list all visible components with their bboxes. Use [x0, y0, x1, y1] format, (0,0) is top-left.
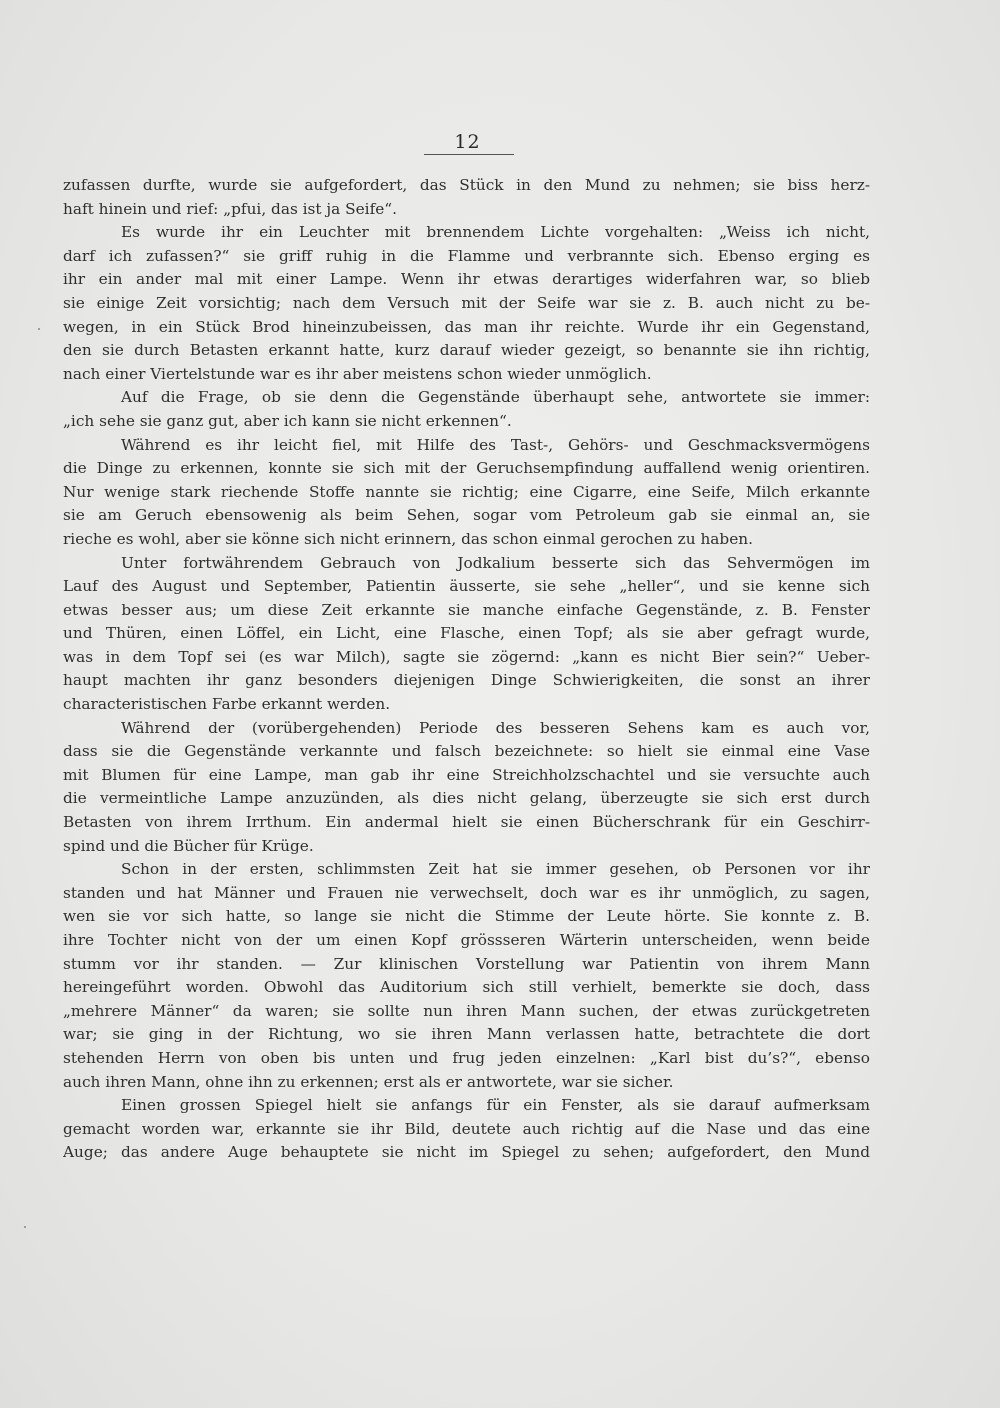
body-text [63, 174, 870, 1165]
text-line: war; sie ging in der Richtung, wo sie ihren Mann verlassen hatte, betrachtete die dort [63, 1025, 870, 1044]
text-line: sie am Geruch ebensowenig als beim Sehen, sogar vom Petroleum gab sie einmal an, sie [63, 506, 870, 525]
text-line: darf ich zufassen?“ sie griff ruhig in die Flamme und verbrannte sich. Ebenso erging es [63, 246, 870, 265]
text-line: Lauf des August und September, Patientin äusserte, sie sehe „heller“, und sie kenne sich [63, 577, 870, 596]
text-line: stehenden Herrn von oben bis unten und frug jeden einzelnen: „Karl bist du’s?“, ebenso [63, 1048, 870, 1067]
text-line: characteristischen Farbe erkannt werden. [63, 695, 391, 714]
page-number: 12 [454, 131, 481, 153]
page-number-rule [424, 154, 514, 155]
text-line: ihre Tochter nicht von der um einen Kopf grössseren Wärterin unterscheiden, wenn beide [63, 931, 870, 949]
text-line: was in dem Topf sei (es war Milch), sagte sie zögernd: „kann es nicht Bier sein?“ Ueber- [63, 647, 870, 666]
text-line: Während der (vorübergehenden) Periode des besseren Sehens kam es auch vor, [121, 718, 870, 737]
text-line: zufassen durfte, wurde sie aufgefordert, das Stück in den Mund zu nehmen; sie biss herz- [63, 176, 870, 194]
text-line: Es wurde ihr ein Leuchter mit brennendem Lichte vorgehalten: „Weiss ich nicht, [121, 223, 870, 242]
text-line: „ich sehe sie ganz gut, aber ich kann sie nicht erkennen“. [63, 411, 512, 430]
text-line: etwas besser aus; um diese Zeit erkannte sie manche einfache Gegenstände, z. B. Fenster [63, 600, 870, 619]
text-line: wegen, in ein Stück Brod hineinzubeissen, das man ihr reichte. Wurde ihr ein Gegenstand, [63, 317, 870, 336]
text-line: die Dinge zu erkennen, konnte sie sich mit der Geruchsempfindung auffallend wenig orientiren. [63, 459, 870, 478]
text-line: mit Blumen für eine Lampe, man gab ihr eine Streichholzschachtel und sie versuchte auch [63, 765, 870, 784]
text-line: Betasten von ihrem Irrthum. Ein andermal hielt sie einen Bücherschrank für ein Geschirr- [63, 813, 870, 832]
text-line: nach einer Viertelstunde war es ihr aber meistens schon wieder unmöglich. [63, 364, 652, 383]
text-line: stumm vor ihr standen. — Zur klinischen Vorstellung war Patientin von ihrem Mann [63, 954, 870, 973]
text-line: den sie durch Betasten erkannt hatte, kurz darauf wieder gezeigt, so benannte sie ihn richtig, [63, 341, 870, 360]
text-line: und Thüren, einen Löffel, ein Licht, eine Flasche, einen Topf; als sie aber gefragt wurde, [63, 624, 870, 643]
text-line: gemacht worden war, erkannte sie ihr Bild, deutete auch richtig auf die Nase und das eine [63, 1119, 870, 1138]
text-line: dass sie die Gegenstände verkannte und falsch bezeichnete: so hielt sie einmal eine Vase [63, 742, 870, 761]
text-line: ihr ein ander mal mit einer Lampe. Wenn ihr etwas derartiges widerfahren war, so blieb [63, 270, 870, 289]
text-line: Auf die Frage, ob sie denn die Gegenstände überhaupt sehe, antwortete sie immer: [121, 388, 870, 407]
text-line: Schon in der ersten, schlimmsten Zeit hat sie immer gesehen, ob Personen vor ihr [121, 860, 870, 879]
text-line: Während es ihr leicht fiel, mit Hilfe des Tast-, Gehörs- und Geschmacksvermögens [121, 435, 870, 454]
paper-speck [24, 1226, 26, 1228]
text-line: hereingeführt worden. Obwohl das Auditorium sich still verhielt, bemerkte sie doch, dass [63, 978, 870, 997]
text-line: die vermeintliche Lampe anzuzünden, als dies nicht gelang, überzeugte sie sich erst durch [63, 789, 870, 808]
text-line: Auge; das andere Auge behauptete sie nicht im Spiegel zu sehen; aufgefordert, den Mund [63, 1143, 870, 1162]
text-line: haft hinein und rief: „pfui, das ist ja Seife“. [63, 199, 397, 218]
text-line: haupt machten ihr ganz besonders diejenigen Dinge Schwierigkeiten, die sonst an ihrer [63, 671, 870, 690]
text-line: sie einige Zeit vorsichtig; nach dem Versuch mit der Seife war sie z. B. auch nicht zu be- [63, 293, 870, 312]
text-line: Unter fortwährendem Gebrauch von Jodkalium besserte sich das Sehvermögen im [121, 553, 870, 572]
text-line: wen sie vor sich hatte, so lange sie nicht die Stimme der Leute hörte. Sie konnte z. B. [63, 907, 870, 926]
text-line: auch ihren Mann, ohne ihn zu erkennen; erst als er antwortete, war sie sicher. [63, 1072, 674, 1091]
text-line: „mehrere Männer“ da waren; sie sollte nun ihren Mann suchen, der etwas zurückgetreten [63, 1001, 870, 1020]
paper-speck [38, 328, 40, 330]
text-line: Nur wenige stark riechende Stoffe nannte sie richtig; eine Cigarre, eine Seife, Milch erkannte [63, 482, 870, 501]
text-line: Einen grossen Spiegel hielt sie anfangs für ein Fenster, als sie darauf aufmerksam [121, 1096, 870, 1115]
text-line: rieche es wohl, aber sie könne sich nicht erinnern, das schon einmal gerochen zu haben. [63, 529, 753, 548]
text-line: standen und hat Männer und Frauen nie verwechselt, doch war es ihr unmöglich, zu sagen, [63, 883, 870, 902]
text-line: spind und die Bücher für Krüge. [63, 836, 314, 855]
